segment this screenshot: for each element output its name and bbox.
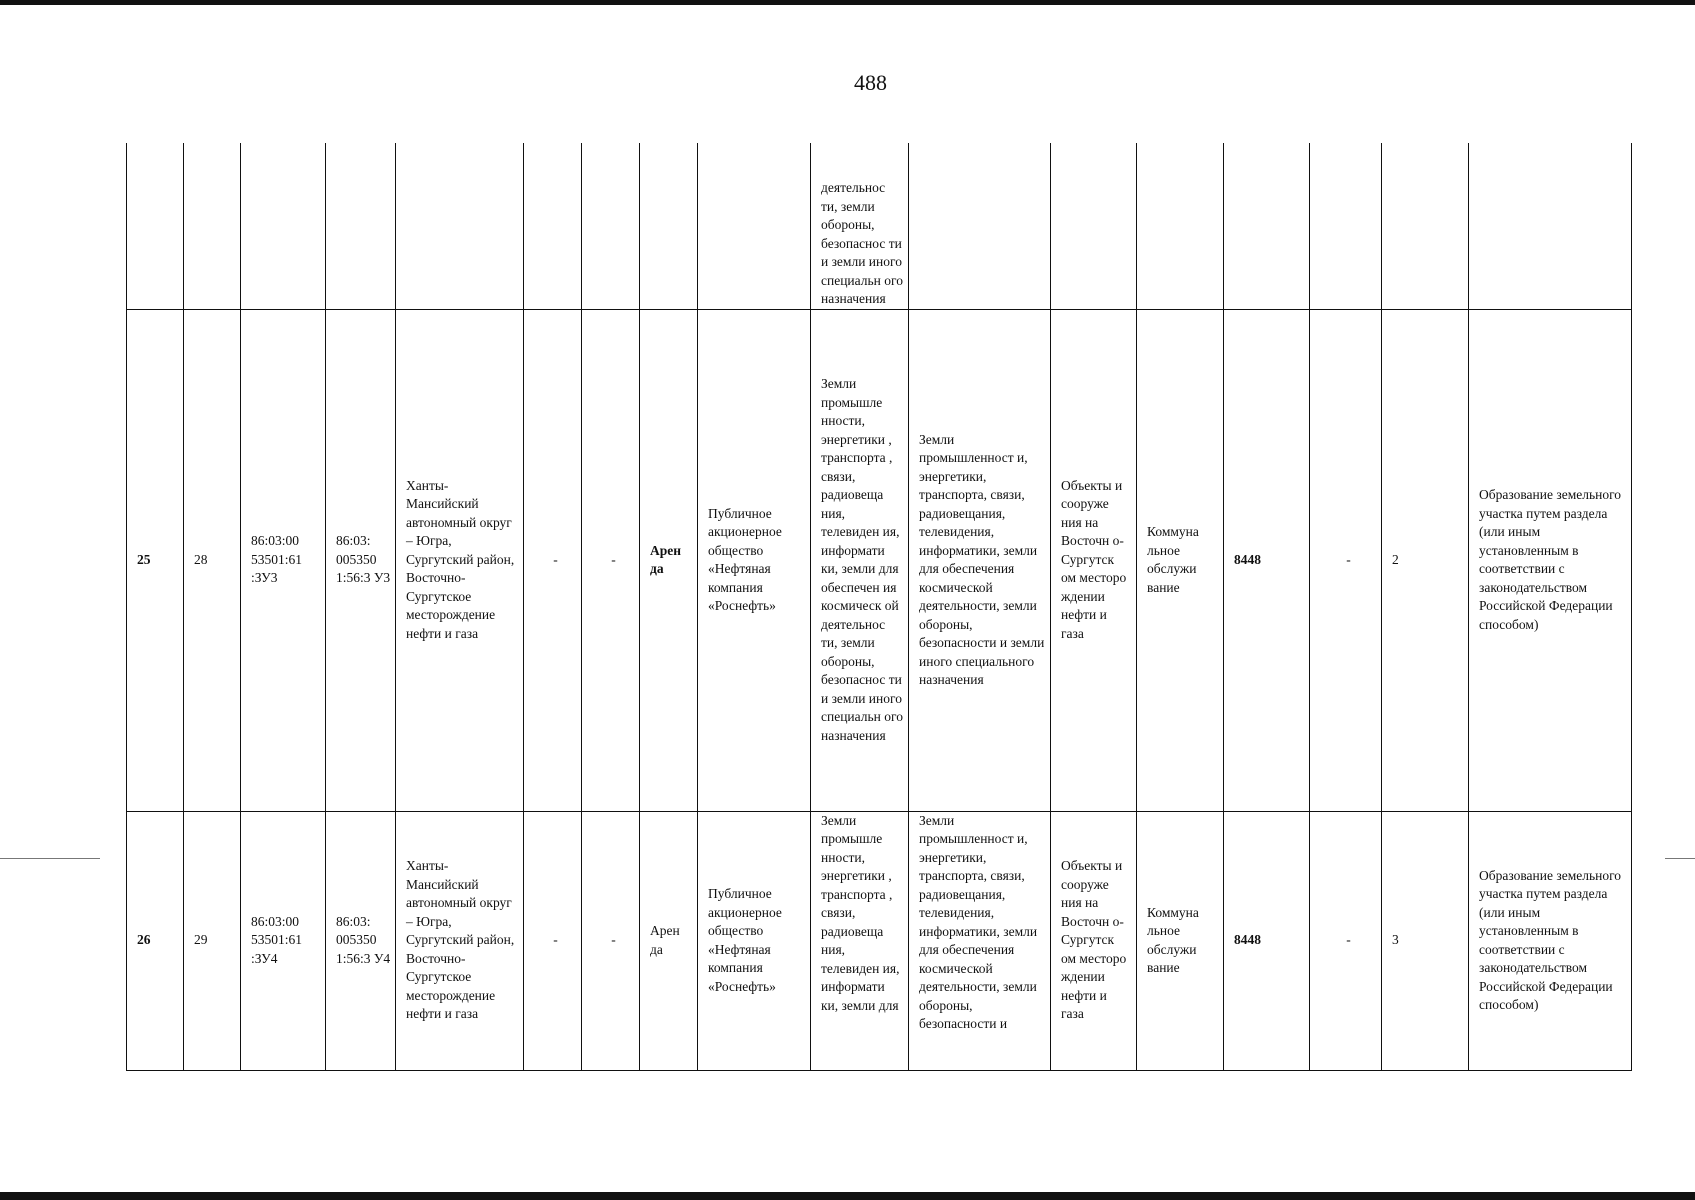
cell-col15: - [1310,309,1382,811]
cell-method: Образование земельного участка путем раздела (или иным установленным в соответствии с законодательством Российской Федерации способом) [1469,811,1632,1070]
table-row [127,811,1632,1070]
top-border [0,0,1695,5]
cell-area [1224,143,1310,309]
continuation-row [127,143,1632,309]
cell-location [396,143,524,309]
cell-col7: - [582,309,640,811]
cell-cad-old: 86:03: 005350 1:56:3 У3 [326,309,396,811]
cell-cad-old [326,143,396,309]
cell-right: Арен да [640,811,698,1070]
cell-object: Объекты и сооруже ния на Восточн о-Сургутск ом месторо ждении нефти и газа [1051,811,1137,1070]
cell-purpose: Земли промышленност и, энергетики, транспорта, связи, радиовещания, телевидения, информатики, земли для обеспечения космической деятельности, земли обороны, безопасности и [909,811,1051,1070]
cell-zone: Коммуна льное обслужи вание [1137,811,1224,1070]
cell-col16: 2 [1382,309,1469,811]
cell-location: Ханты-Мансийский автономный округ – Югра, Сургутский район, Восточно-Сургутское месторождение нефти и газа [396,811,524,1070]
cell-holder: Публичное акционерное общество «Нефтяная компания «Роснефть» [698,309,811,811]
cell-seq: 25 [127,309,184,811]
scan-artifact-line [0,858,100,859]
cell-right [640,143,698,309]
cell-seq [127,143,184,309]
cell-land-category: Земли промышле нности, энергетики , транспорта , связи, радиовеща ния, телевиден ия, информати ки, земли для [811,811,909,1070]
cell-method [1469,143,1632,309]
cell-cad-old: 86:03: 005350 1:56:3 У4 [326,811,396,1070]
page-number: 488 [854,70,887,95]
cell-col15 [1310,143,1382,309]
cell-col16: 3 [1382,811,1469,1070]
cell-holder: Публичное акционерное общество «Нефтяная компания «Роснефть» [698,811,811,1070]
cell-object [1051,143,1137,309]
cell-cad-new [241,143,326,309]
scan-artifact-line [1665,858,1695,859]
cell-num: 29 [184,811,241,1070]
cell-cad-new: 86:03:00 53501:61 :ЗУ4 [241,811,326,1070]
cell-col6: - [524,309,582,811]
cell-zone: Коммуна льное обслужи вание [1137,309,1224,811]
cell-col15: - [1310,811,1382,1070]
cell-col7: - [582,811,640,1070]
cell-area: 8448 [1224,811,1310,1070]
cell-holder [698,143,811,309]
cell-num: 28 [184,309,241,811]
cell-object: Объекты и сооруже ния на Восточн о-Сургутск ом месторо ждении нефти и газа [1051,309,1137,811]
cell-col16 [1382,143,1469,309]
cell-purpose: Земли промышленност и, энергетики, транспорта, связи, радиовещания, телевидения, информатики, земли для обеспечения космической деятельности, земли обороны, безопасности и земли иного специального назначения [909,309,1051,811]
cell-col6: - [524,811,582,1070]
bottom-border [0,1192,1695,1200]
cell-num [184,143,241,309]
cell-method: Образование земельного участка путем раздела (или иным установленным в соответствии с законодательством Российской Федерации способом) [1469,309,1632,811]
cell-land-category: Земли промышле нности, энергетики , транспорта , связи, радиовеща ния, телевиден ия, информати ки, земли для обеспечен ия космическ ой деятельнос ти, земли обороны, безопаснос ти и земли иного специальн ого назначения [811,309,909,811]
cell-land-category: деятельнос ти, земли обороны, безопаснос ти и земли иного специальн ого назначения [811,143,909,309]
cell-seq: 26 [127,811,184,1070]
cell-right: Арен да [640,309,698,811]
cell-cad-new: 86:03:00 53501:61 :ЗУ3 [241,309,326,811]
table-row [127,309,1632,811]
cell-location: Ханты-Мансийский автономный округ – Югра, Сургутский район, Восточно-Сургутское месторождение нефти и газа [396,309,524,811]
cell-area: 8448 [1224,309,1310,811]
land-plot-table [126,143,1632,1071]
cell-purpose [909,143,1051,309]
cell-col6 [524,143,582,309]
cell-zone [1137,143,1224,309]
cell-col7 [582,143,640,309]
